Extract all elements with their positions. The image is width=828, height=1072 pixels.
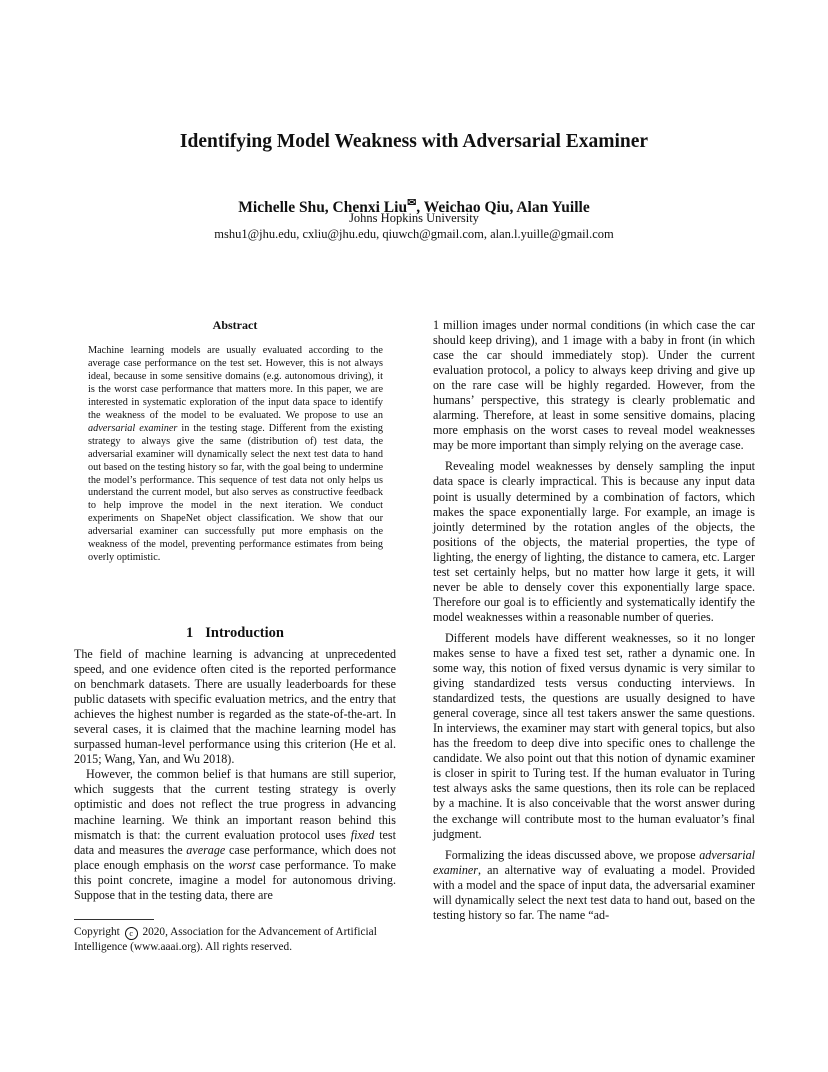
authors-first: Michelle Shu, Chenxi Liu (238, 199, 408, 217)
intro-p2-text-b: test data and measures the (74, 827, 396, 857)
abstract-heading: Abstract (212, 318, 258, 332)
right-p4-text-a: Formalizing the ideas discussed above, we propose (445, 847, 700, 862)
intro-p2-emph-average: average (186, 842, 226, 857)
copyright-icon: c (125, 927, 138, 940)
envelope-icon: ✉ (407, 197, 417, 209)
right-p4-text-b: , an alternative way of evaluating a model. Provided with a model and the space of input data, the adversarial examiner will dynamically select the next test data to hand out, based on the testing history so far. The name “ad- (433, 862, 755, 922)
affiliation: Johns Hopkins University (349, 211, 479, 225)
intro-p2-emph-worst: worst (228, 857, 256, 872)
author-emails: mshu1@jhu.edu, cxliu@jhu.edu, qiuwch@gmail.com, alan.l.yuille@gmail.com (214, 227, 614, 241)
right-paragraph-3: Different models have different weaknesses, so it no longer makes sense to have a fixed test set, rather a dynamic one. In some way, this notion of fixed versus dynamic is very similar to giving standardized tests versus conducting interviews. In standardized tests, the questions are usually designed to have general coverage, since all test takers answer the same questions. In interviews, the examiner may start with general topics, but also has the freedom to deep dive into specific ones to challenge the candidate. We also point out that this notion of dynamic examiner is closer in spirit to Turing test. If the human evaluator in Turing test always asks the same questions, then its role can be replaced by a machine. It is also conceivable that the worst answer during the exchange will contribute most to the human evaluator’s final judgment. (433, 630, 755, 841)
copyright-footnote (74, 925, 396, 955)
abstract-text-1: Machine learning models are usually evaluated according to the average case performance on the test set. However, this is not always ideal, because in some sensitive domains (e.g. autonomous driving), it is the worst case performance that matters more. In this paper, we are interested in systematic exploration of the input data space to identify the weakness of the model to be evaluated. We propose to use an (88, 345, 383, 421)
intro-p2-emph-fixed: fixed (350, 827, 375, 842)
section-heading-introduction (74, 624, 396, 642)
right-p4-emphasis: adversarial examiner (433, 847, 755, 877)
section-title-text: Introduction (205, 625, 284, 641)
right-paragraph-4 (433, 848, 755, 923)
intro-p2-text-c: case performance, which does not place enough emphasis on the (74, 842, 396, 872)
paper-title: Identifying Model Weakness with Adversarial Examiner (179, 131, 649, 152)
abstract-body (88, 345, 383, 565)
intro-paragraph-1: The field of machine learning is advancing at unprecedented speed, and one evidence often cited is the reported performance on benchmark datasets. There are usually leaderboards for these public datasets with specific evaluation metrics, and the entry that achieves the highest number is regarded as the state-of-the-art. In several cases, it is claimed that the machine learning model has surpassed human-level performance using this criterion (He et al. 2015; Wang, Yan, and Wu 2018). (74, 647, 396, 767)
intro-left-column (74, 647, 396, 903)
intro-p2-text-d: case performance. To make this point concrete, imagine a model for autonomous driving. Suppose that in the testing data, there are (74, 857, 397, 902)
right-column (433, 318, 755, 923)
intro-paragraph-2 (74, 767, 396, 902)
abstract-text-2: in the testing stage. Different from the existing strategy to always give the same (distribution of) test data, the adversarial examiner will dynamically select the next test data to hand out based on the testing history so far, with the goal being to undermine the model’s performance. This sequence of test data not only helps us understand the current model, but also serves as constructive feedback to help improve the model in the next iteration. We conduct experiments on ShapeNet object classification. We show that our adversarial examiner can successfully put more emphasis on the weakness of the model, preventing performance estimates from being overly optimistic. (88, 422, 383, 564)
copyright-prefix: Copyright (74, 926, 120, 938)
footnote-divider (74, 919, 154, 920)
authors-rest: , Weichao Qiu, Alan Yuille (416, 199, 590, 217)
right-paragraph-1: 1 million images under normal conditions (in which case the car should keep driving), and 1 image with a baby in front (in which case the car should immediately stop). Under the current evaluation protocol, a policy to always keep driving and give up on the rare case will be highly regarded. However, from the humans’ perspective, this strategy is clearly problematic and alarming. Therefore, at least in some sensitive domains, placing more emphasis on the worst cases to reveal model weaknesses may be more important than simply relying on the average case. (433, 318, 755, 453)
copyright-text: 2020, Association for the Advancement of Artificial Intelligence (www.aaai.org). All rights reserved. (74, 926, 377, 953)
right-paragraph-2: Revealing model weaknesses by densely sampling the input data space is clearly impractical. This is because any input data point is usually determined by a combination of factors, which makes the space exponentially large. For example, an image is jointly determined by the rotation angles of the objects, the positions of the objects, the material properties, the type of lighting, the energy of lighting, the distance to camera, etc. Larger test set certainly helps, but no matter how large it gets, it will never be able to densely cover this exponentially large space. Therefore our goal is to efficiently and systematically identify the model weaknesses within a reasonable number of queries. (433, 459, 755, 624)
intro-p2-text-a: However, the common belief is that humans are still superior, which suggests that the current testing strategy is overly optimistic and does not reflect the true progress in advancing machine learning. We think an important reason behind this mismatch is that: the current evaluation protocol uses (74, 767, 396, 842)
abstract-emphasis: adversarial examiner (88, 422, 178, 434)
affiliation-block (0, 210, 828, 242)
section-number: 1 (186, 625, 194, 641)
